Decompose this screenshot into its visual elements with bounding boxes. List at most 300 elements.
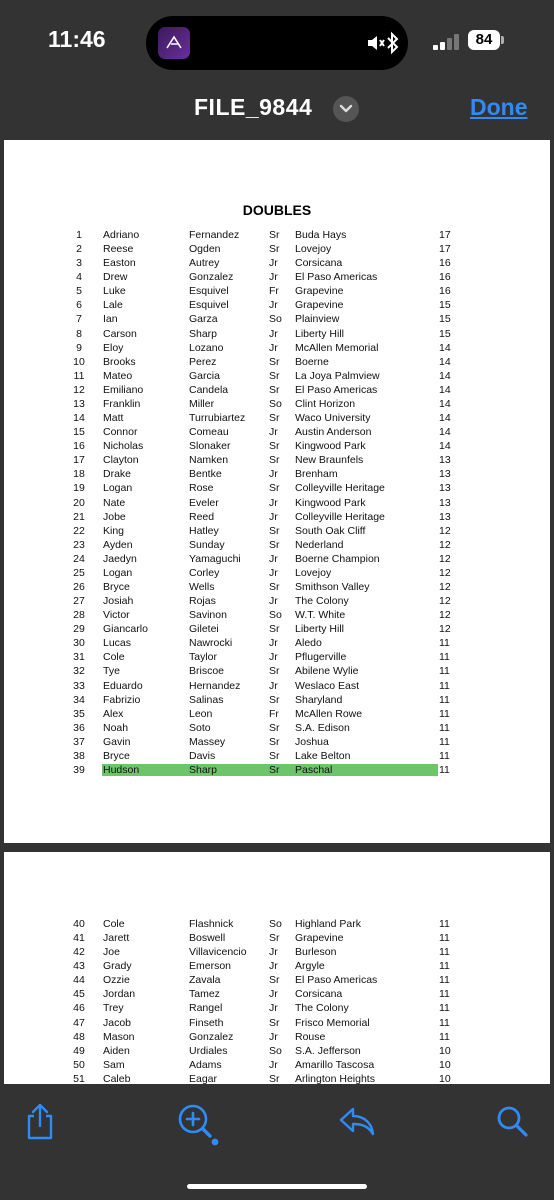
rank-number: 42 (73, 946, 85, 959)
school-name: Clint Horizon (295, 397, 356, 410)
last-name: Gonzalez (189, 1030, 234, 1043)
first-name: King (103, 524, 125, 537)
now-playing-app-icon (158, 27, 190, 59)
points: 11 (439, 1016, 450, 1029)
rank-number: 32 (73, 665, 85, 678)
school-name: El Paso Americas (295, 271, 378, 284)
table-row (4, 256, 550, 270)
class-year: Sr (269, 693, 280, 706)
table-row (4, 453, 550, 467)
last-name: Sharp (189, 764, 218, 777)
first-name: Carson (103, 327, 137, 340)
rank-number: 23 (73, 538, 85, 551)
last-name: Taylor (189, 651, 218, 664)
points: 15 (439, 313, 451, 326)
last-name: Flashnick (189, 918, 234, 930)
school-name: Lake Belton (295, 749, 351, 762)
rank-number: 21 (73, 510, 85, 523)
school-name: Nederland (295, 538, 344, 551)
share-icon[interactable] (24, 1102, 56, 1142)
last-name: Slonaker (189, 440, 231, 453)
last-name: Zavala (189, 974, 221, 987)
school-name: Highland Park (295, 918, 361, 930)
rank-number: 38 (73, 749, 85, 762)
table-row (4, 594, 550, 608)
last-name: Wells (189, 581, 215, 593)
rank-number: 26 (73, 581, 85, 593)
school-name: Grapevine (295, 299, 344, 312)
last-name: Villavicencio (189, 946, 247, 959)
bottom-toolbar (0, 1086, 554, 1200)
class-year: So (269, 918, 282, 930)
class-year: Sr (269, 974, 280, 987)
class-year: Jr (269, 651, 278, 664)
last-name: Savinon (189, 609, 227, 622)
points: 11 (439, 679, 450, 692)
class-year: Jr (269, 257, 278, 270)
points: 16 (439, 285, 451, 298)
last-name: Nawrocki (189, 637, 233, 650)
points: 11 (439, 735, 450, 748)
class-year: Sr (269, 229, 280, 241)
last-name: Sharp (189, 327, 218, 340)
class-year: Sr (269, 383, 280, 396)
first-name: Bryce (103, 749, 130, 762)
class-year: Sr (269, 524, 280, 537)
rank-number: 39 (73, 764, 85, 777)
navigation-bar (0, 84, 554, 136)
school-name: Lovejoy (295, 243, 332, 256)
school-name: Pflugerville (295, 651, 347, 664)
points: 12 (439, 595, 451, 608)
table-row (4, 917, 550, 931)
school-name: El Paso Americas (295, 974, 378, 987)
class-year: Jr (269, 496, 278, 509)
school-name: Arlington Heights (295, 1072, 375, 1085)
class-year: Sr (269, 1016, 280, 1029)
table-row (4, 1001, 550, 1015)
points: 14 (439, 341, 451, 354)
school-name: El Paso Americas (295, 383, 378, 396)
table-row (4, 270, 550, 284)
rank-number: 12 (73, 383, 85, 396)
points: 11 (439, 764, 450, 777)
rank-number: 29 (73, 623, 85, 636)
document-page-1[interactable] (4, 140, 550, 843)
rank-number: 19 (73, 482, 85, 495)
points: 13 (439, 454, 451, 467)
last-name: Garcia (189, 369, 220, 382)
school-name: Colleyville Heritage (295, 510, 385, 523)
rank-number: 1 (76, 229, 82, 241)
class-year: Sr (269, 440, 280, 453)
school-name: Paschal (295, 764, 333, 777)
rank-number: 18 (73, 468, 85, 481)
rank-number: 34 (73, 693, 85, 706)
first-name: Mason (103, 1030, 135, 1043)
rank-number: 6 (76, 299, 82, 312)
rank-number: 9 (76, 341, 82, 354)
class-year: Sr (269, 932, 280, 945)
last-name: Ogden (189, 243, 221, 256)
first-name: Joe (103, 946, 120, 959)
points: 14 (439, 397, 451, 410)
points: 11 (439, 960, 450, 973)
first-name: Gavin (103, 735, 131, 748)
first-name: Noah (103, 721, 129, 734)
last-name: Sunday (189, 538, 225, 551)
points: 11 (439, 693, 450, 706)
first-name: Logan (103, 482, 133, 495)
school-name: Boerne Champion (295, 552, 380, 565)
class-year: Jr (269, 960, 278, 973)
first-name: Franklin (103, 397, 141, 410)
first-name: Adriano (103, 229, 140, 241)
table-row (4, 242, 550, 256)
first-name: Sam (103, 1058, 125, 1071)
points: 11 (439, 749, 450, 762)
points: 14 (439, 412, 451, 425)
last-name: Corley (189, 566, 220, 579)
rank-number: 43 (73, 960, 85, 973)
rank-number: 3 (76, 257, 82, 270)
rank-number: 36 (73, 721, 85, 734)
rank-number: 45 (73, 988, 85, 1001)
first-name: Mateo (103, 369, 133, 382)
status-time: 11:46 (48, 26, 106, 52)
last-name: Garza (189, 313, 218, 326)
last-name: Perez (189, 355, 217, 368)
table-row (4, 481, 550, 495)
table-row (4, 945, 550, 959)
school-name: Smithson Valley (295, 581, 370, 593)
first-name: Clayton (103, 454, 139, 467)
first-name: Josiah (103, 595, 134, 608)
first-name: Grady (103, 960, 132, 973)
first-name: Jaedyn (103, 552, 137, 565)
rank-number: 37 (73, 735, 85, 748)
points: 11 (439, 1030, 450, 1043)
class-year: So (269, 397, 282, 410)
home-indicator (187, 1184, 367, 1189)
class-year: Jr (269, 1058, 278, 1071)
table-row (4, 735, 550, 749)
table-row (4, 538, 550, 552)
table-row (4, 312, 550, 326)
class-year: Sr (269, 243, 280, 256)
school-name: Kingwood Park (295, 440, 366, 453)
school-name: Burleson (295, 946, 337, 959)
rank-number: 10 (73, 355, 85, 368)
last-name: Rangel (189, 1002, 223, 1015)
rank-number: 35 (73, 707, 85, 720)
class-year: Jr (269, 637, 278, 650)
school-name: South Oak Cliff (295, 524, 366, 537)
school-name: Boerne (295, 355, 329, 368)
last-name: Davis (189, 749, 216, 762)
class-year: Jr (269, 468, 278, 481)
first-name: Brooks (103, 355, 136, 368)
last-name: Finseth (189, 1016, 224, 1029)
class-year: Sr (269, 721, 280, 734)
points: 17 (439, 243, 451, 256)
class-year: So (269, 313, 282, 326)
points: 14 (439, 355, 451, 368)
rank-number: 28 (73, 609, 85, 622)
first-name: Jobe (103, 510, 126, 523)
table-row (4, 679, 550, 693)
points: 11 (439, 932, 450, 945)
school-name: W.T. White (295, 609, 346, 622)
school-name: The Colony (295, 1002, 349, 1015)
last-name: Esquivel (189, 299, 229, 312)
rank-number: 47 (73, 1016, 85, 1029)
first-name: Cole (103, 651, 125, 664)
first-name: Tye (103, 665, 120, 678)
table-row (4, 721, 550, 735)
class-year: Sr (269, 764, 280, 777)
last-name: Briscoe (189, 665, 225, 678)
rank-number: 25 (73, 566, 85, 579)
last-name: Lozano (189, 341, 224, 354)
table-row (4, 1016, 550, 1030)
last-name: Candela (189, 383, 229, 396)
school-name: Frisco Memorial (295, 1016, 370, 1029)
points: 17 (439, 229, 451, 241)
last-name: Reed (189, 510, 215, 523)
class-year: Jr (269, 988, 278, 1001)
school-name: Plainview (295, 313, 340, 326)
first-name: Eduardo (103, 679, 143, 692)
search-icon[interactable] (495, 1104, 531, 1140)
battery-tip (501, 36, 504, 44)
first-name: Ozzie (103, 974, 130, 987)
first-name: Aiden (103, 1044, 130, 1057)
last-name: Eagar (189, 1072, 218, 1085)
points: 14 (439, 440, 451, 453)
first-name: Jarett (103, 932, 130, 945)
last-name: Emerson (189, 960, 232, 973)
table-row (4, 1058, 550, 1072)
rank-number: 30 (73, 637, 85, 650)
rank-number: 14 (73, 412, 85, 425)
points: 10 (439, 1072, 451, 1085)
school-name: Weslaco East (295, 679, 359, 692)
table-row (4, 763, 550, 777)
last-name: Turrubiartez (189, 412, 246, 425)
class-year: Jr (269, 299, 278, 312)
table-row (4, 566, 550, 580)
rank-number: 24 (73, 552, 85, 565)
class-year: So (269, 1044, 282, 1057)
rank-number: 11 (73, 369, 85, 382)
school-name: Grapevine (295, 932, 344, 945)
table-row (4, 298, 550, 312)
last-name: Yamaguchi (189, 552, 241, 565)
table-row (4, 524, 550, 538)
table-row (4, 383, 550, 397)
table-row (4, 552, 550, 566)
school-name: Lovejoy (295, 566, 332, 579)
class-year: Jr (269, 1030, 278, 1043)
rank-number: 17 (73, 454, 85, 467)
last-name: Tamez (189, 988, 220, 1001)
last-name: Esquivel (189, 285, 229, 298)
points: 13 (439, 510, 451, 523)
points: 11 (439, 988, 450, 1001)
battery-indicator: 84 (468, 30, 500, 50)
points: 10 (439, 1044, 451, 1057)
first-name: Lucas (103, 637, 132, 650)
school-name: Austin Anderson (295, 426, 372, 439)
last-name: Gonzalez (189, 271, 234, 284)
class-year: Sr (269, 749, 280, 762)
table-row (4, 467, 550, 481)
school-name: Buda Hays (295, 229, 347, 241)
points: 12 (439, 623, 451, 636)
last-name: Bentke (189, 468, 222, 481)
school-name: McAllen Memorial (295, 341, 379, 354)
table-row (4, 580, 550, 594)
school-name: S.A. Edison (295, 721, 350, 734)
document-title[interactable]: FILE_9844 (194, 94, 313, 120)
mute-bell-icon (364, 32, 386, 54)
table-row (4, 959, 550, 973)
last-name: Comeau (189, 426, 229, 439)
class-year: Sr (269, 1072, 280, 1085)
chevron-down-icon (333, 96, 359, 122)
first-name: Cole (103, 918, 125, 930)
points: 11 (439, 918, 450, 930)
points: 10 (439, 1058, 451, 1071)
class-year: Sr (269, 623, 280, 636)
rank-number: 51 (73, 1072, 85, 1085)
class-year: Jr (269, 566, 278, 579)
points: 16 (439, 257, 451, 270)
table-row (4, 749, 550, 763)
last-name: Adams (189, 1058, 222, 1071)
first-name: Victor (103, 609, 130, 622)
document-page-2[interactable] (4, 852, 550, 1084)
class-year: Sr (269, 454, 280, 467)
points: 13 (439, 482, 451, 495)
table-row (4, 341, 550, 355)
done-button[interactable]: Done (470, 94, 528, 120)
points: 12 (439, 524, 451, 537)
rank-number: 7 (76, 313, 82, 326)
rank-number: 8 (76, 327, 82, 340)
first-name: Lale (103, 299, 123, 312)
first-name: Nicholas (103, 440, 144, 453)
rank-number: 46 (73, 1002, 85, 1015)
first-name: Giancarlo (103, 623, 148, 636)
last-name: Urdiales (189, 1044, 228, 1057)
table-row (4, 1044, 550, 1058)
school-name: Liberty Hill (295, 623, 345, 636)
points: 14 (439, 426, 451, 439)
school-name: S.A. Jefferson (295, 1044, 361, 1057)
school-name: Sharyland (295, 693, 343, 706)
last-name: Eveler (189, 496, 219, 509)
last-name: Soto (189, 721, 211, 734)
rank-number: 22 (73, 524, 85, 537)
school-name: Aledo (295, 637, 322, 650)
table-row (4, 707, 550, 721)
class-year: Jr (269, 327, 278, 340)
class-year: Sr (269, 581, 280, 593)
first-name: Matt (103, 412, 124, 425)
first-name: Eloy (103, 341, 124, 354)
table-row (4, 622, 550, 636)
table-row (4, 650, 550, 664)
class-year: Jr (269, 510, 278, 523)
last-name: Boswell (189, 932, 226, 945)
points: 11 (439, 707, 450, 720)
table-row (4, 510, 550, 524)
first-name: Hudson (103, 764, 140, 777)
reply-icon[interactable] (338, 1106, 376, 1138)
table-row (4, 439, 550, 453)
title-menu-button[interactable] (333, 96, 359, 122)
table-row (4, 425, 550, 439)
points: 11 (439, 637, 450, 650)
school-name: Argyle (295, 960, 325, 973)
zoom-in-icon[interactable] (176, 1102, 222, 1148)
class-year: Sr (269, 369, 280, 382)
last-name: Rojas (189, 595, 216, 608)
first-name: Fabrizio (103, 693, 141, 706)
rank-number: 41 (73, 932, 85, 945)
table-row (4, 973, 550, 987)
points: 11 (439, 974, 450, 987)
last-name: Autrey (189, 257, 220, 270)
school-name: McAllen Rowe (295, 707, 363, 720)
first-name: Connor (103, 426, 138, 439)
first-name: Reese (103, 243, 134, 256)
points: 11 (439, 665, 450, 678)
cellular-signal-icon (433, 34, 461, 50)
school-name: Corsicana (295, 988, 343, 1001)
school-name: Kingwood Park (295, 496, 366, 509)
bluetooth-icon (386, 31, 400, 55)
class-year: Jr (269, 1002, 278, 1015)
last-name: Leon (189, 707, 213, 720)
class-year: Jr (269, 552, 278, 565)
school-name: New Braunfels (295, 454, 364, 467)
school-name: Colleyville Heritage (295, 482, 385, 495)
school-name: Corsicana (295, 257, 343, 270)
table-row (4, 636, 550, 650)
first-name: Drew (103, 271, 128, 284)
first-name: Ian (103, 313, 118, 326)
rank-number: 33 (73, 679, 85, 692)
school-name: Brenham (295, 468, 338, 481)
class-year: Jr (269, 271, 278, 284)
points: 14 (439, 369, 451, 382)
first-name: Jordan (103, 988, 136, 1001)
first-name: Bryce (103, 581, 130, 593)
table-row (4, 411, 550, 425)
class-year: Jr (269, 341, 278, 354)
first-name: Nate (103, 496, 126, 509)
rank-number: 20 (73, 496, 85, 509)
class-year: Fr (269, 707, 279, 720)
document-heading: DOUBLES (242, 202, 312, 218)
class-year: Sr (269, 735, 280, 748)
points: 12 (439, 566, 451, 579)
dynamic-island[interactable] (146, 16, 408, 70)
table-row (4, 608, 550, 622)
